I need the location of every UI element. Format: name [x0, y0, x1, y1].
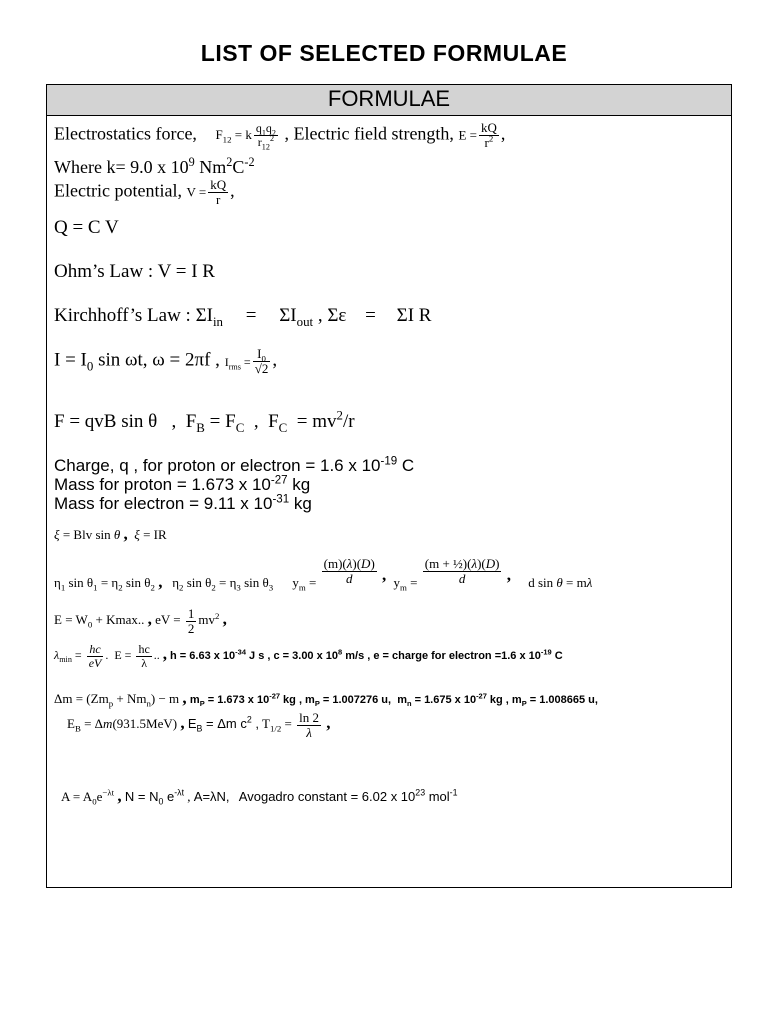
mass-defect-formula: $\Delta m = (Zm_p + Nm_n) - m$ , $m_P = 1.673$ x $10^{-27}$ kg , $m_P = 1.007276$ u, $m_n = 1.675$ x $10^{-27}$ kg , $m_P = 1.008665$ u,: [54, 688, 598, 709]
min-wavelength-formula: $\lambda_{min}$ = $\frac{hc}{eV}$ . E = $\frac{hc}{\lambda}$ .. , h = 6.63 x $10^{-34}$ J s , c = 3.00 x $10^8$ m/s , e = charge for electron =1.6 x $10^{-19}$ C: [54, 642, 563, 670]
electric-potential-formula: Electric potential, V = $\frac{kQ}{r}$ ,: [54, 177, 235, 207]
induced-emf-formula: ξ = Blv sin θ , ξ = IR: [54, 524, 167, 543]
proton-mass-value: Mass for proton = 1.673 x $10^{-27}$ kg: [54, 474, 311, 494]
coulomb-constant: Where k= 9.0 x $10^9$ $Nm^2C^{-2}$: [54, 155, 255, 177]
binding-energy-formula: $E_B = \Delta m(931.5MeV)$ , $E_B = \Delta m$ $c^2$ , $T_{1/2}$ = $\frac{\ln 2}{\lambda}$ ,: [67, 710, 331, 740]
electrostatics-formula: Electrostatics force, $F_{12} = k$ $\frac{q_1q_2}{r_{12}^2}$ , Electric field strength, E = $\frac{kQ}{r^2}$ ,: [54, 120, 506, 152]
ohms-law: Ohm’s Law : V = I R: [54, 261, 215, 282]
kirchhoffs-law: Kirchhoff’s Law : $\Sigma I_{in} = \Sigma I_{out}$ , Σɛ = ΣI R: [54, 305, 432, 329]
charge-value: Charge, q , for proton or electron = 1.6 x $10^{-19}$ C: [54, 455, 415, 475]
electron-mass-value: Mass for electron = 9.11 x $10^{-31}$ kg: [54, 493, 312, 513]
ac-current-formula: $I = I_0$ sin ωt, ω = 2πf , $I_{rms}$ = $\frac{I_0}{√2}$ ,: [54, 346, 278, 376]
formulae-header: FORMULAE: [47, 85, 731, 116]
photoelectric-formula: $E = W_0 + Kmax$.. , eV = $\frac{1}{2}$ $mv^2$ ,: [54, 606, 227, 636]
radioactive-decay-formula: $A = A_0e^{-\lambda t}$ , $N = N_0$ $e^{-\lambda t}$ , A=λN, Avogadro constant = 6.02 x $10^{23}$ mol$^{-1}$: [61, 786, 458, 807]
capacitance-formula: Q = C V: [54, 217, 119, 238]
magnetic-force-formula: F = qvB sin θ , $F_B = F_C$ , $F_C = mv^2/r$: [54, 407, 355, 435]
formulae-box: [46, 84, 732, 888]
page-title: LIST OF SELECTED FORMULAE: [200, 40, 568, 66]
optics-formulas: $\eta_1$ $\sin \theta_1 = \eta_2$ $\sin \theta_2$ , $\eta_2$ $\sin \theta_2 = \eta_3$ $\sin \theta_3$ $y_m$ = $\frac{(m)(\lambda)(D)}{d}$ , $y_m$ = $\frac{\text{(m + ½)(λ)(D)}}{d}$ , d sin θ = mλ: [54, 556, 593, 593]
